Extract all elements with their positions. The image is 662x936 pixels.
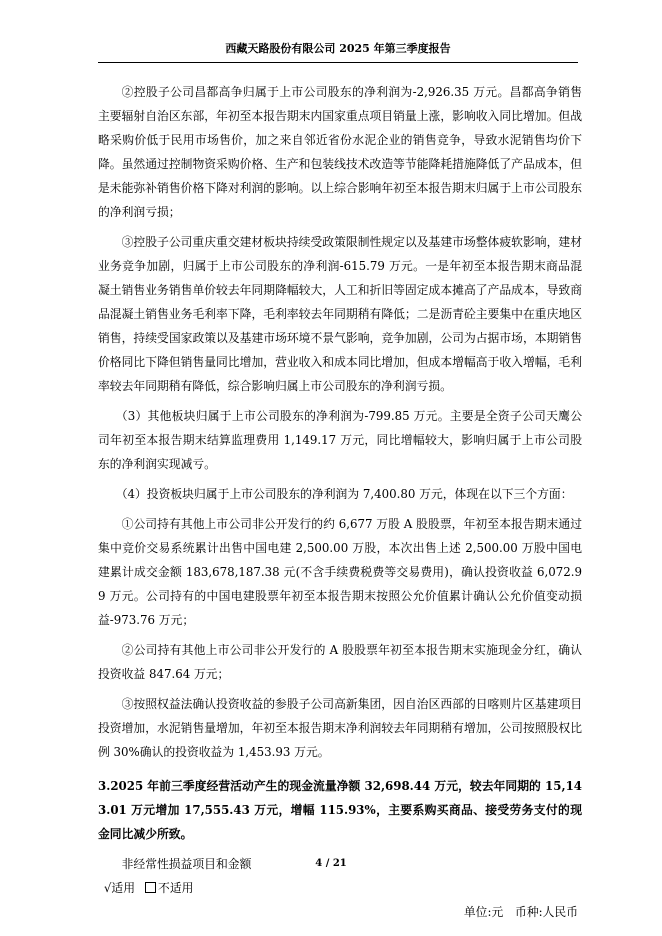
paragraph-changdu: ②控股子公司昌都高争归属于上市公司股东的净利润为-2,926.35 万元。昌都高争销售主要辐射自治区东部，年初至本报告期末内国家重点项目销量上涨，影响收入同比增加。但战略采购价低于民用市场售价，加之来自邻近省份水泥企业的销售竞争，导致水泥销售均价下降。虽然通过控制物资采购价格、生产和包装线技术改造等节能降耗措施降低了产品成本，但是未能弥补销售价格下降对利润的影响。以上综合影响年初至本报告期末归属于上市公司股东的净利润亏损；: [98, 85, 582, 219]
paragraph-cashflow: 3.2025 年前三季度经营活动产生的现金流量净额 32,698.44 万元，较去年同期的 15,143.01 万元增加 17,555.43 万元，增幅 115.93%，主要系购买商品、接受劳务支付的现金同比减少所致。: [98, 779, 582, 841]
applicability-checkbox-row: [98, 876, 582, 900]
paragraph-investment-1: ①公司持有其他上市公司非公开发行的约 6,677 万股 A 股股票，年初至本报告期末通过集中竞价交易系统累计出售中国电建 2,500.00 万股，本次出售上述 2,500.00 万股中国电建累计成交金额 183,678,187.38 元(不含手续费税费等交易费用)，确认投资收益 6,072.99 万元。公司持有的中国电建股票年初至本报告期末按照公允价值累计确认公允价值变动损益-973.76 万元；: [98, 517, 582, 627]
paragraph-investment-2: ②公司持有其他上市公司非公开发行的 A 股股票年初至本报告期末实施现金分红，确认投资收益 847.64 万元；: [98, 643, 582, 681]
report-body: [98, 80, 582, 924]
unit-currency-line: 单位:元 币种:人民币: [463, 905, 578, 919]
paragraph-investment-3: ③按照权益法确认投资收益的参股子公司高新集团，因自治区西部的日喀则片区基建项目投资增加，水泥销售量增加，年初至本报告期末净利润较去年同期稍有增加，公司按照股权比例 30%确认的投资收益为 1,453.93 万元。: [98, 697, 582, 759]
paragraph-other-segment: （3）其他板块归属于上市公司股东的净利润为-799.85 万元。主要是全资子公司天鹰公司年初至本报告期末结算监理费用 1,149.17 万元，同比增幅较大，影响归属于上市公司股东的净利润实现减亏。: [98, 409, 582, 471]
applicable-checked-option: √适用: [103, 881, 136, 895]
not-applicable-option: 不适用: [158, 881, 194, 895]
paragraph-investment-segment: （4）投资板块归属于上市公司股东的净利润为 7,400.80 万元，体现在以下三个方面：: [115, 487, 573, 501]
page-number: 4 / 21: [315, 858, 347, 869]
report-header: 西藏天路股份有限公司 2025 年第三季度报告: [98, 40, 578, 63]
unchecked-box-icon: [145, 882, 156, 893]
paragraph-chongqing: ③控股子公司重庆重交建材板块持续受政策限制性规定以及基建市场整体疲软影响，建材业务竞争加剧，归属于上市公司股东的净利润-615.79 万元。一是年初至本报告期末商品混凝土销售业务销售单价较去年同期降幅较大，人工和折旧等固定成本摊高了产品成本，导致商品混凝土销售业务毛利率下降，毛利率较去年同期稍有降低；二是沥青砼主要集中在重庆地区销售，持续受国家政策以及基建市场环境不景气影响，竞争加剧，公司为占据市场，本期销售价格同比下降但销售量同比增加，营业收入和成本同比增加，但成本增幅高于收入增幅，毛利率较去年同期稍有降低，综合影响归属上市公司股东的净利润亏损。: [98, 235, 582, 393]
section-label: 非经常性损益项目和金额: [121, 857, 252, 871]
